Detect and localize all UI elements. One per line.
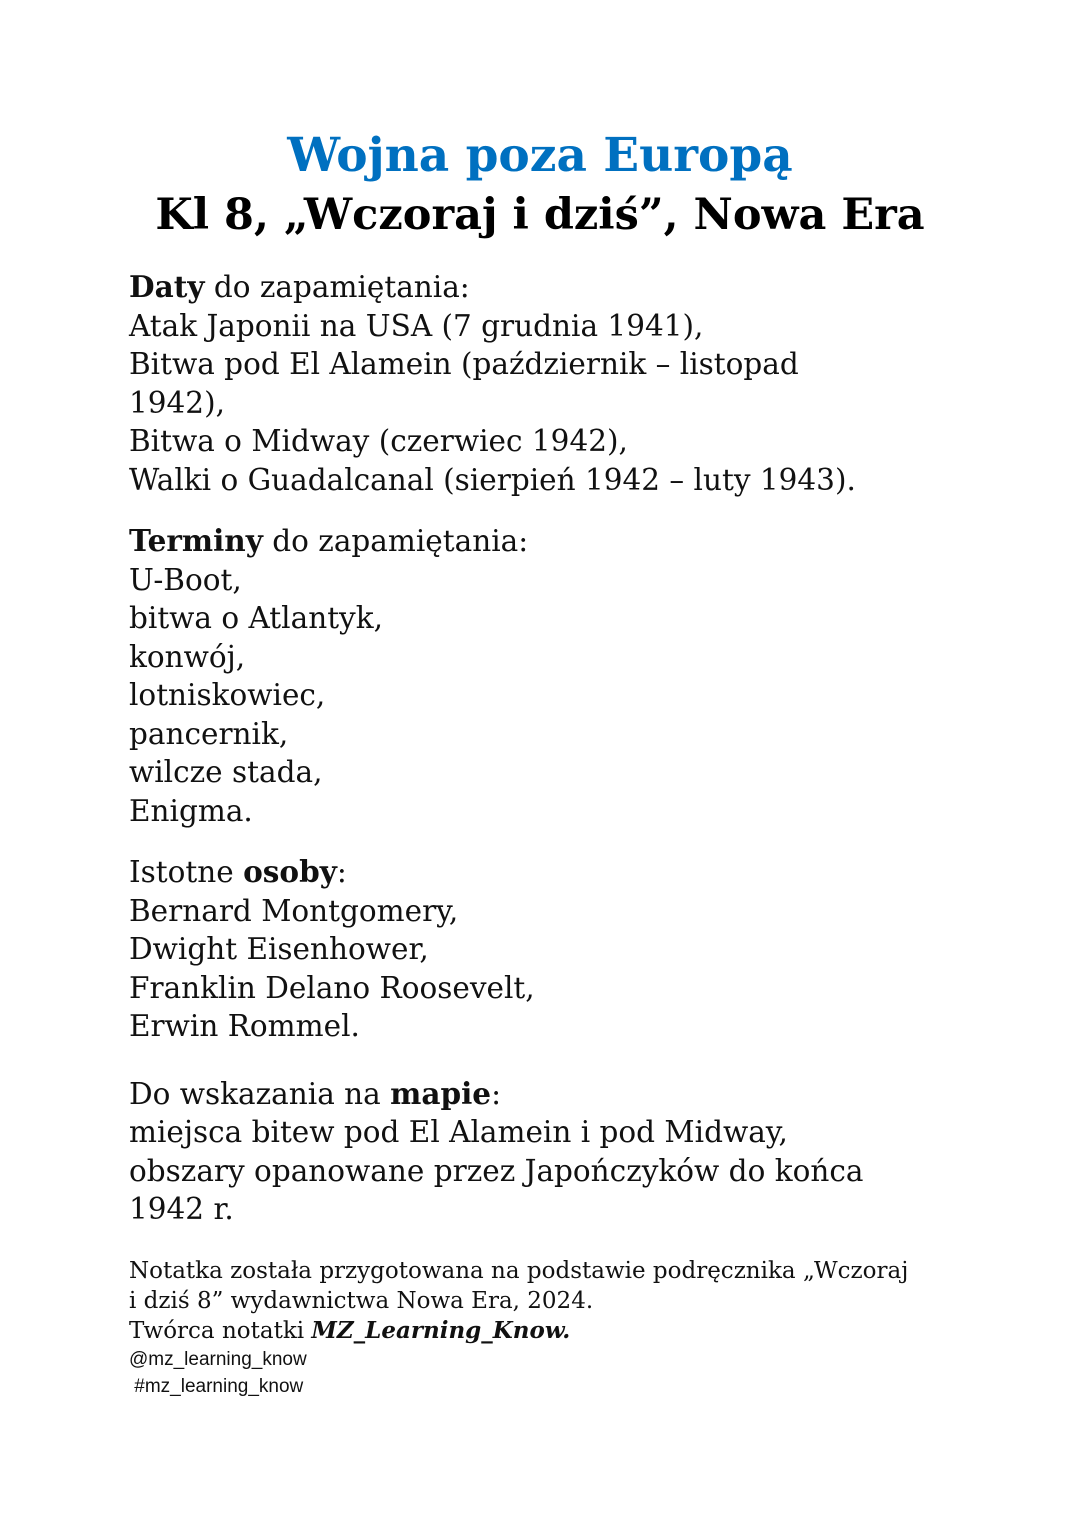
- footer: [129, 1256, 908, 1400]
- page-title: Wojna poza Europą: [287, 128, 793, 183]
- author-line: [129, 1316, 908, 1346]
- page-subtitle: Kl 8, „Wczoraj i dziś”, Nowa Era: [155, 190, 925, 240]
- heading-keyword: mapie: [390, 1075, 492, 1111]
- list-item: U-Boot,: [129, 562, 242, 597]
- list-item: Franklin Delano Roosevelt,: [129, 970, 535, 1005]
- list-item: Dwight Eisenhower,: [129, 932, 429, 966]
- list-item: bitwa o Atlantyk,: [129, 601, 383, 635]
- list-item: pancernik,: [129, 716, 289, 751]
- section-heading: [129, 522, 1009, 561]
- source-note: i dziś 8” wydawnictwa Nowa Era, 2024.: [129, 1288, 594, 1314]
- heading-text: do zapamiętania:: [262, 524, 529, 558]
- list-item: Enigma.: [129, 793, 253, 828]
- hashtag: #mz_learning_know: [129, 1376, 304, 1397]
- list-item: Bitwa pod El Alamein (październik – listopad: [129, 347, 799, 381]
- list-item: 1942 r.: [129, 1192, 234, 1226]
- list-item: obszary opanowane przez Japończyków do końca: [129, 1153, 864, 1188]
- list-item: Walki o Guadalcanal (sierpień 1942 – luty 1943).: [129, 462, 856, 497]
- heading-text: Do wskazania na: [129, 1076, 391, 1111]
- section-heading: [129, 268, 1009, 307]
- list-item: Bitwa o Midway (czerwiec 1942),: [129, 424, 628, 458]
- heading-text: Istotne: [129, 855, 244, 889]
- terms-section: [129, 522, 1009, 830]
- list-item: konwój,: [129, 639, 246, 674]
- list-item: 1942),: [129, 385, 225, 420]
- section-heading: [129, 1075, 1009, 1114]
- list-item: miejsca bitew pod El Alamein i pod Midway,: [129, 1115, 788, 1149]
- section-heading: [129, 853, 1009, 892]
- heading-keyword: Daty: [129, 269, 205, 304]
- author-prefix: Twórca notatki: [129, 1318, 312, 1344]
- list-item: Erwin Rommel.: [129, 1009, 360, 1043]
- people-section: [129, 853, 1009, 1046]
- note-content: [129, 268, 1009, 1252]
- heading-colon: :: [491, 1076, 502, 1111]
- source-note: Notatka została przygotowana na podstawie podręcznika „Wczoraj: [129, 1258, 909, 1284]
- list-item: Atak Japonii na USA (7 grudnia 1941),: [129, 308, 704, 343]
- heading-keyword: osoby: [243, 854, 337, 889]
- map-section: [129, 1075, 1009, 1229]
- author-name: MZ_Learning_Know.: [311, 1317, 571, 1344]
- heading-keyword: Terminy: [129, 523, 263, 558]
- heading-text: do zapamiętania:: [204, 270, 470, 304]
- heading-colon: :: [336, 855, 347, 889]
- list-item: wilcze stada,: [129, 755, 323, 789]
- list-item: lotniskowiec,: [129, 678, 326, 712]
- dates-section: [129, 268, 1009, 499]
- social-handle: @mz_learning_know: [129, 1349, 307, 1370]
- list-item: Bernard Montgomery,: [129, 893, 459, 928]
